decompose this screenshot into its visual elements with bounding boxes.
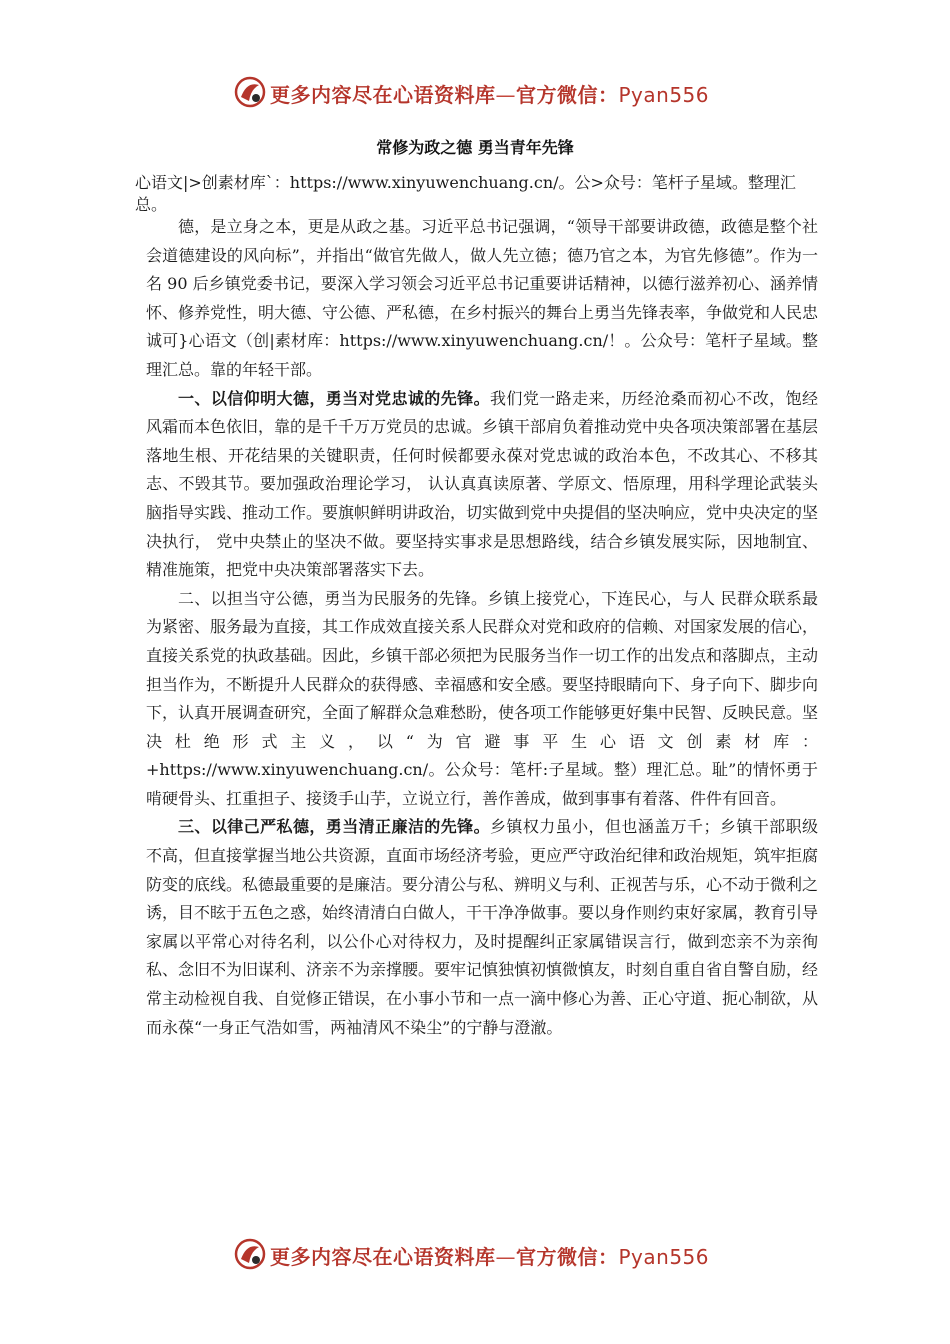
document-title: 常修为政之德 勇当青年先锋 [376, 138, 574, 157]
watermark-logo-icon [233, 1237, 267, 1271]
watermark-banner-bottom [0, 1234, 950, 1274]
watermark-logo-icon [233, 75, 267, 109]
watermark-text: 更多内容尽在心语资料库—官方微信：Pyan556 [270, 83, 710, 107]
section-1-text: 我们党一路走来，历经沧桑而初心不改，饱经风霜而本色依旧，靠的是千千万万党员的忠诚。乡镇干部肩负着推动党中央各项决策部署在基层落地生根、开花结果的关键职责，任何时候都要永葆对党忠诚的政治本色，不改其心、不移其志、不毁其节。要加强政治理论学习， 认认真真读原著、学原文、悟原理，用科学理论武装头脑指导实践、推动工作。要旗帜鲜明讲政治，切实做到党中央提倡的坚决响应，党中央决定的坚决执行， 党中央禁止的坚决不做。要坚持实事求是思想路线，结合乡镇发展实际，因地制宜、精准施策，把党中央决策部署落实下去。 [146, 388, 819, 580]
paragraph-section-1 [146, 385, 818, 585]
document-body [146, 213, 818, 1042]
paragraph-section-2: 二、以担当守公德，勇当为民服务的先锋。乡镇上接党心，下连民心，与人 民群众联系最为紧密、服务最为直接，其工作成效直接关系人民群众对党和政府的信赖、对国家发展的信心，直接关系党的执政基础。因此，乡镇干部必须把为民服务当作一切工作的出发点和落脚点，主动担当作为，不断提升人民群众的获得感、幸福感和安全感。要坚持眼睛向下、身子向下、脚步向下，认真开展调查研究，全面了解群众急难愁盼，使各项工作能够更好集中民智、反映民意。坚决杜绝形式主义，以“为官避事平生心语文创素材库：+https://www.xinyuwenchuang.cn/。公众号：笔杆:子星域。整）理汇总。耻”的情怀勇于啃硬骨头、扛重担子、接烫手山芋，立说立行，善作善成，做到事事有着落、件件有回音。 [146, 588, 819, 808]
source-note: 心语文|>创素材库`：https://www.xinyuwenchuang.cn/。公>众号：笔杆子星域。整理汇总。 [135, 173, 796, 214]
section-1-heading: 一、以信仰明大德，勇当对党忠诚的先锋。 [178, 388, 490, 408]
section-3-heading: 三、以律己严私德，勇当清正廉洁的先锋。 [178, 817, 490, 837]
section-3-text: 乡镇权力虽小，但也涵盖万千；乡镇干部职级不高，但直接掌握当地公共资源，直面市场经济考验，更应严守政治纪律和政治规矩，筑牢拒腐防变的底线。私德最重要的是廉洁。要分清公与私、辨明义与利、正视苦与乐，心不动于微利之诱，目不眩于五色之惑，始终清清白白做人，干干净净做事。要以身作则约束好家属，教育引导家属以平常心对待名利，以公仆心对待权力，及时提醒纠正家属错误言行，做到恋亲不为亲徇私、念旧不为旧谋利、济亲不为亲撑腰。要牢记慎独慎初慎微慎友，时刻自重自省自警自励，经常主动检视自我、自觉修正错误，在小事小节和一点一滴中修心为善、正心守道、扼心制欲，从而永葆“一身正气浩如雪，两袖清风不染尘”的宁静与澄澈。 [146, 817, 819, 1037]
watermark-text: 更多内容尽在心语资料库—官方微信：Pyan556 [270, 1245, 710, 1269]
watermark-banner-top [0, 72, 950, 112]
paragraph-section-3 [146, 813, 818, 1042]
paragraph-intro: 德，是立身之本，更是从政之基。习近平总书记强调，“领导干部要讲政德，政德是整个社会道德建设的风向标”，并指出“做官先做人，做人先立德；德乃官之本，为官先修德”。作为一名 90 后乡镇党委书记，要深入学习领会习近平总书记重要讲话精神，以德行滋养初心、涵养情怀、修养党性，明大德、守公德、严私德，在乡村振兴的舞台上勇当先锋表率，争做党和人民忠诚可}心语文（创|素材库：https://www.xinyuwenchuang.cn/！。公众号：笔杆子星域。整理汇总。靠的年轻干部。 [146, 217, 819, 379]
